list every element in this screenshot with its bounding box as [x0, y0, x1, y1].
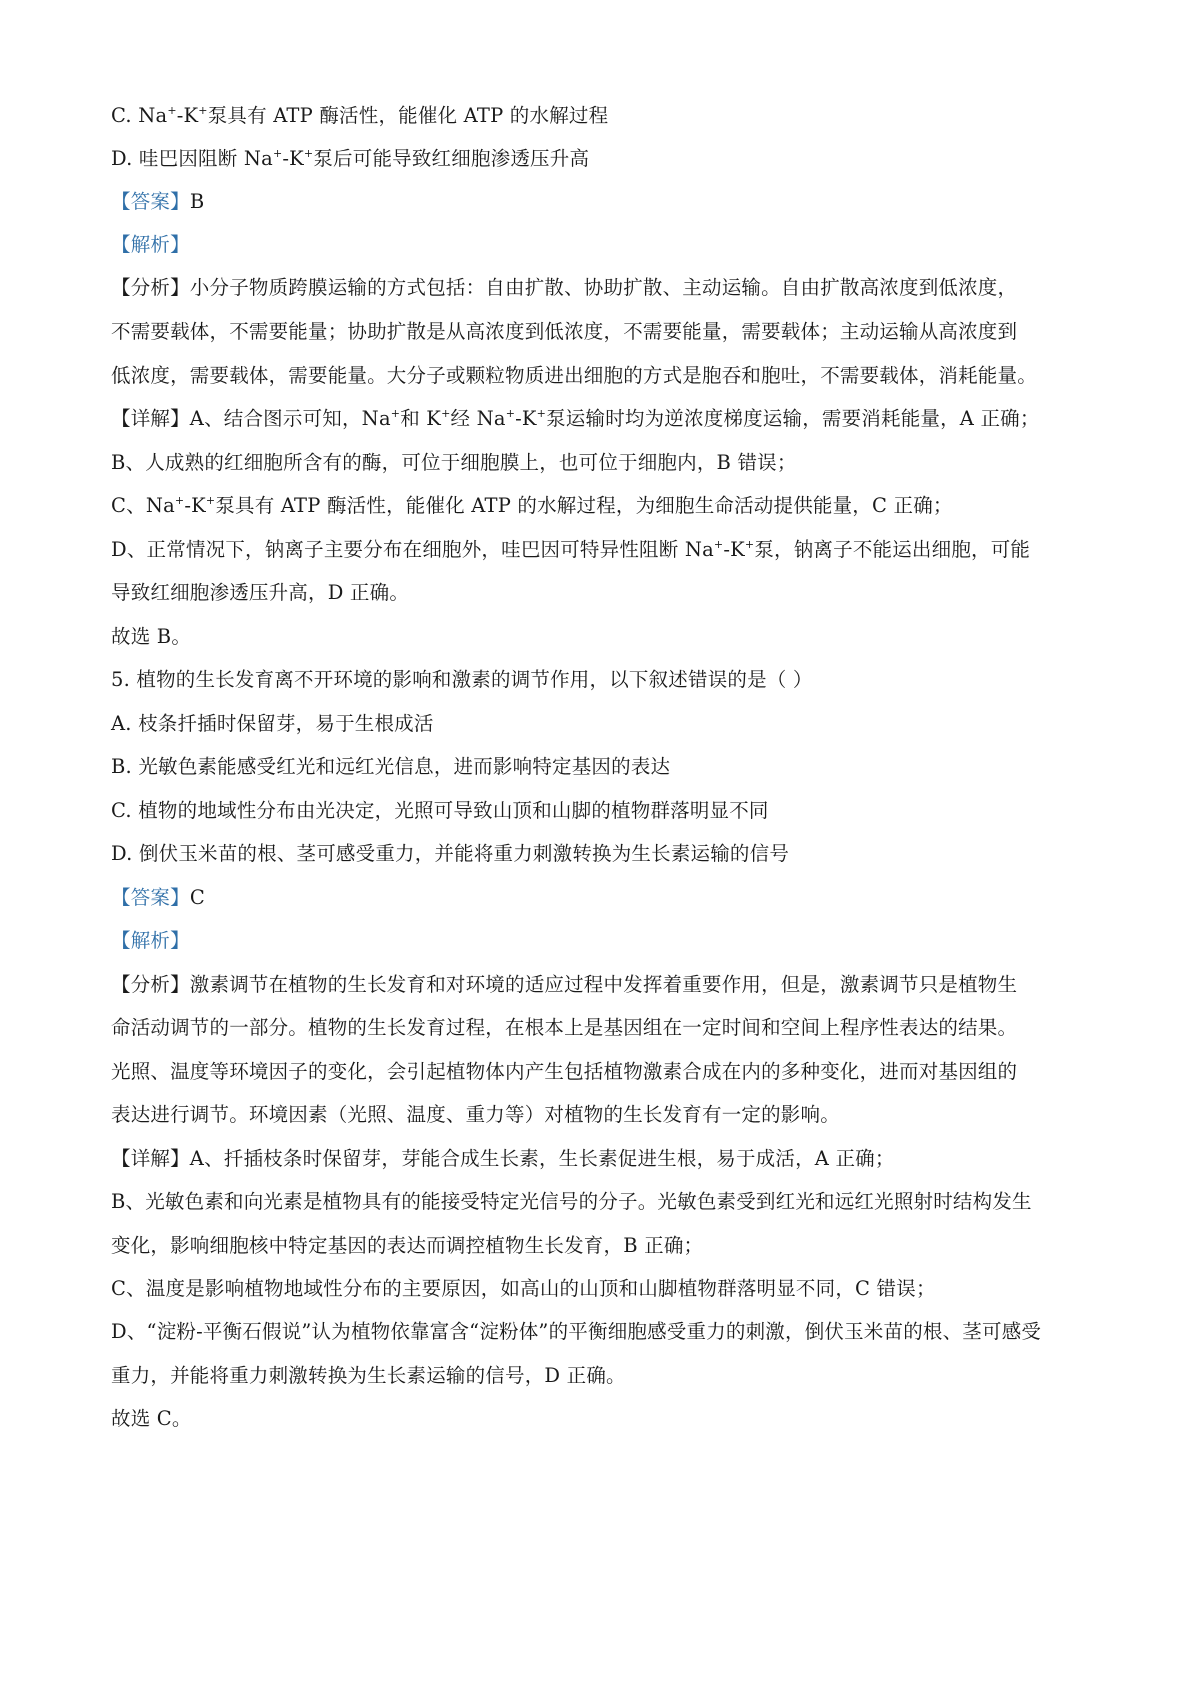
q5-option-a: A. 枝条扦插时保留芽，易于生根成活 — [111, 712, 434, 735]
answer-label: 【答案】 — [111, 886, 190, 909]
answer-label: 【答案】 — [111, 190, 190, 213]
q5-stem: 5. 植物的生长发育离不开环境的影响和激素的调节作用，以下叙述错误的是（ ） — [111, 668, 813, 691]
q4-detail-d: D、正常情况下，钠离子主要分布在细胞外，哇巴因可特异性阻断 Na+-K+泵，钠离子不能运出细胞，可能 — [111, 538, 1031, 561]
answer-value: C — [189, 886, 205, 909]
q5-detail-line: 重力，并能将重力刺激转换为生长素运输的信号，D 正确。 — [111, 1364, 626, 1387]
q5-answer — [111, 884, 1101, 912]
q4-detail-d-cont: 导致红细胞渗透压升高，D 正确。 — [111, 581, 410, 604]
q4-detail-c: C、Na+-K+泵具有 ATP 酶活性，能催化 ATP 的水解过程，为细胞生命活动提供能量，C 正确； — [111, 494, 953, 517]
answer-value: B — [189, 190, 205, 213]
q5-analysis-line: 命活动调节的一部分。植物的生长发育过程，在根本上是基因组在一定时间和空间上程序性表达的结果。 — [111, 1016, 1018, 1039]
q5-analysis-line: 光照、温度等环境因子的变化，会引起植物体内产生包括植物激素合成在内的多种变化，进而对基因组的 — [111, 1060, 1018, 1083]
q5-option-b: B. 光敏色素能感受红光和远红光信息，进而影响特定基因的表达 — [111, 755, 671, 778]
q4-detail-a: 【详解】A、结合图示可知，Na+和 K+经 Na+-K+泵运输时均为逆浓度梯度运输，需要消耗能量，A 正确； — [111, 407, 1040, 430]
q4-detail-b: B、人成熟的红细胞所含有的酶，可位于细胞膜上，也可位于细胞内，B 错误； — [111, 451, 797, 474]
q4-choice: 故选 B。 — [111, 625, 192, 648]
q5-detail-line: D、“淀粉-平衡石假说”认为植物依靠富含“淀粉体”的平衡细胞感受重力的刺激，倒伏玉米苗的根、茎可感受 — [111, 1320, 1042, 1343]
q4-answer — [111, 188, 1101, 216]
q5-detail-line: C、温度是影响植物地域性分布的主要原因，如高山的山顶和山脚植物群落明显不同，C 错误； — [111, 1277, 936, 1300]
q5-analysis-line: 表达进行调节。环境因素（光照、温度、重力等）对植物的生长发育有一定的影响。 — [111, 1103, 840, 1126]
q5-jiexi-label: 【解析】 — [111, 929, 190, 952]
q5-detail-line: 变化，影响细胞核中特定基因的表达而调控植物生长发育，B 正确； — [111, 1234, 704, 1257]
q5-option-d: D. 倒伏玉米苗的根、茎可感受重力，并能将重力刺激转换为生长素运输的信号 — [111, 842, 790, 865]
q5-detail-line: 【详解】A、扦插枝条时保留芽，芽能合成生长素，生长素促进生根，易于成活，A 正确； — [111, 1147, 895, 1170]
q4-analysis-line: 【分析】小分子物质跨膜运输的方式包括：自由扩散、协助扩散、主动运输。自由扩散高浓度到低浓度， — [111, 276, 1018, 299]
q4-option-c: C. Na+-K+泵具有 ATP 酶活性，能催化 ATP 的水解过程 — [111, 104, 609, 127]
q4-analysis-line: 不需要载体，不需要能量；协助扩散是从高浓度到低浓度，不需要能量，需要载体；主动运输从高浓度到 — [111, 320, 1018, 343]
q5-option-c: C. 植物的地域性分布由光决定，光照可导致山顶和山脚的植物群落明显不同 — [111, 799, 769, 822]
q5-detail-line: B、光敏色素和向光素是植物具有的能接受特定光信号的分子。光敏色素受到红光和远红光照射时结构发生 — [111, 1190, 1032, 1213]
q4-analysis-line: 低浓度，需要载体，需要能量。大分子或颗粒物质进出细胞的方式是胞吞和胞吐，不需要载体，消耗能量。 — [111, 364, 1037, 387]
q5-choice: 故选 C。 — [111, 1407, 192, 1430]
q4-jiexi-label: 【解析】 — [111, 233, 190, 256]
q4-option-d: D. 哇巴因阻断 Na+-K+泵后可能导致红细胞渗透压升高 — [111, 147, 590, 170]
q5-analysis-line: 【分析】激素调节在植物的生长发育和对环境的适应过程中发挥着重要作用，但是，激素调节只是植物生 — [111, 973, 1018, 996]
